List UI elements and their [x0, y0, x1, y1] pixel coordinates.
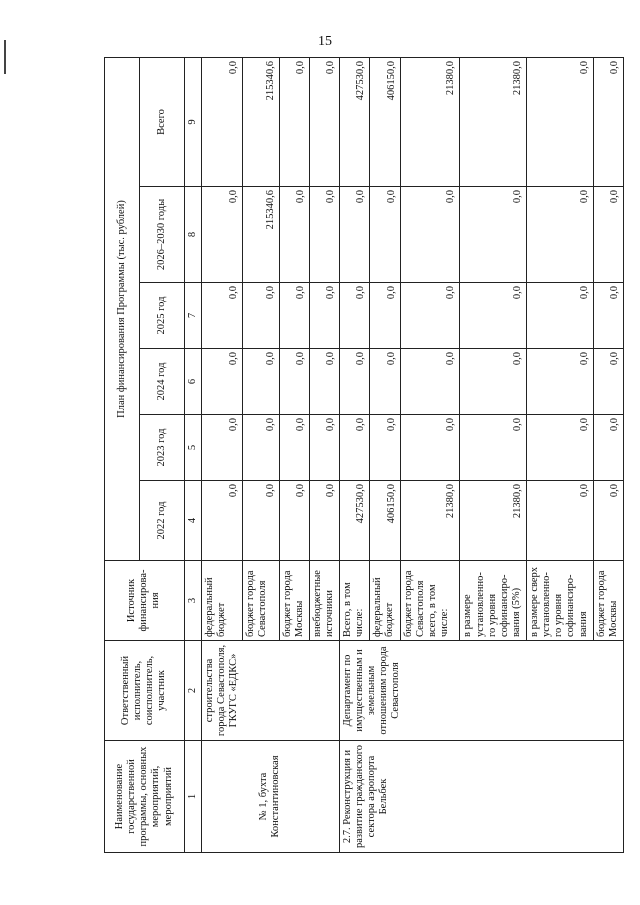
amount-cell: 0,0	[370, 415, 401, 481]
amount-cell: 0,0	[401, 283, 460, 349]
amount-cell: 0,0	[594, 57, 624, 186]
column-number-row	[184, 57, 201, 852]
amount-cell: 427530,0	[339, 481, 370, 561]
program-name-cell: № 1, бухта Константиновская	[202, 741, 339, 853]
amount-cell: 0,0	[202, 187, 243, 283]
source-cell: бюджет города Севастополя всего, в том числе:	[401, 561, 460, 641]
header-year-2022: 2022 год	[139, 481, 184, 561]
source-cell: бюджет города Москвы	[280, 561, 310, 641]
amount-cell: 406150,0	[370, 57, 401, 186]
amount-cell: 21380,0	[460, 57, 527, 186]
header-years-2026-2030: 2026–2030 годы	[139, 187, 184, 283]
amount-cell: 21380,0	[401, 481, 460, 561]
header-year-2024: 2024 год	[139, 349, 184, 415]
source-cell: в размере установленно-го уровня софинансиро-вания (5%)	[460, 561, 527, 641]
rotated-table-container	[104, 58, 624, 853]
amount-cell: 0,0	[527, 349, 594, 415]
amount-cell: 0,0	[280, 187, 310, 283]
col-number: 7	[184, 283, 201, 349]
amount-cell: 0,0	[280, 349, 310, 415]
amount-cell: 0,0	[202, 481, 243, 561]
amount-cell: 0,0	[594, 187, 624, 283]
amount-cell: 0,0	[339, 349, 370, 415]
amount-cell: 0,0	[309, 187, 339, 283]
amount-cell: 0,0	[370, 283, 401, 349]
source-cell: бюджет города Севастополя	[243, 561, 280, 641]
amount-cell: 0,0	[280, 415, 310, 481]
amount-cell: 0,0	[370, 187, 401, 283]
amount-cell: 406150,0	[370, 481, 401, 561]
amount-cell: 0,0	[309, 349, 339, 415]
amount-cell: 0,0	[280, 481, 310, 561]
source-cell: внебюджетные источники	[309, 561, 339, 641]
amount-cell: 0,0	[280, 283, 310, 349]
amount-cell: 0,0	[460, 349, 527, 415]
page-number: 15	[318, 34, 332, 49]
amount-cell: 0,0	[309, 481, 339, 561]
amount-cell: 0,0	[370, 349, 401, 415]
header-row-1	[105, 57, 140, 852]
amount-cell: 0,0	[280, 57, 310, 186]
amount-cell: 0,0	[527, 481, 594, 561]
amount-cell: 21380,0	[460, 481, 527, 561]
amount-cell: 0,0	[401, 415, 460, 481]
amount-cell: 0,0	[527, 57, 594, 186]
amount-cell: 0,0	[594, 481, 624, 561]
amount-cell: 0,0	[309, 415, 339, 481]
amount-cell: 0,0	[202, 57, 243, 186]
amount-cell: 21380,0	[401, 57, 460, 186]
amount-cell: 0,0	[339, 283, 370, 349]
header-year-2023: 2023 год	[139, 415, 184, 481]
amount-cell: 427530,0	[339, 57, 370, 186]
amount-cell: 0,0	[527, 415, 594, 481]
amount-cell: 0,0	[339, 187, 370, 283]
source-cell: в размере сверх установленно-го уровня софинансиро-вания	[527, 561, 594, 641]
amount-cell: 0,0	[339, 415, 370, 481]
amount-cell: 0,0	[594, 415, 624, 481]
col-number: 5	[184, 415, 201, 481]
program-name-cell: 2.7. Реконструкция и развитие гражданского сектора аэропорта Бельбек	[339, 741, 623, 853]
amount-cell: 0,0	[527, 283, 594, 349]
amount-cell: 0,0	[594, 349, 624, 415]
amount-cell: 215340,6	[243, 187, 280, 283]
rotated-table-frame	[104, 58, 624, 853]
amount-cell: 0,0	[401, 349, 460, 415]
header-total: Всего	[139, 57, 184, 186]
header-program-name: Наименование государственной программы, основных мероприятий, мероприятий	[105, 741, 185, 853]
source-cell: Всего, в том числе:	[339, 561, 370, 641]
col-number: 1	[184, 741, 201, 853]
col-number: 6	[184, 349, 201, 415]
col-number: 8	[184, 187, 201, 283]
executor-cell: Департамент по имущественным и земельным отношениям города Севастополя	[339, 641, 623, 741]
amount-cell: 0,0	[243, 415, 280, 481]
amount-cell: 0,0	[309, 57, 339, 186]
amount-cell: 0,0	[460, 187, 527, 283]
amount-cell: 0,0	[243, 481, 280, 561]
header-executor: Ответственный исполнитель, соисполнитель, участник	[105, 641, 185, 741]
amount-cell: 0,0	[460, 283, 527, 349]
financing-plan-table	[104, 57, 624, 853]
executor-cell: строительства города Севастополя, ГКУГС «ЕДКС»	[202, 641, 339, 741]
header-plan: План финансирования Программы (тыс. рублей)	[105, 57, 140, 560]
amount-cell: 0,0	[243, 283, 280, 349]
col-number: 4	[184, 481, 201, 561]
header-source: Источник финансирова-ния	[105, 561, 185, 641]
amount-cell: 0,0	[594, 283, 624, 349]
amount-cell: 0,0	[202, 415, 243, 481]
col-number: 9	[184, 57, 201, 186]
scan-edge-mark	[4, 40, 6, 74]
amount-cell: 0,0	[527, 187, 594, 283]
col-number: 3	[184, 561, 201, 641]
amount-cell: 0,0	[202, 349, 243, 415]
table-row	[339, 57, 370, 852]
amount-cell: 0,0	[401, 187, 460, 283]
source-cell: бюджет города Москвы	[594, 561, 624, 641]
table-row	[202, 57, 243, 852]
source-cell: федеральный бюджет	[202, 561, 243, 641]
col-number: 2	[184, 641, 201, 741]
amount-cell: 0,0	[202, 283, 243, 349]
header-year-2025: 2025 год	[139, 283, 184, 349]
amount-cell: 0,0	[243, 349, 280, 415]
source-cell: федеральный бюджет	[370, 561, 401, 641]
amount-cell: 0,0	[309, 283, 339, 349]
amount-cell: 0,0	[460, 415, 527, 481]
amount-cell: 215340,6	[243, 57, 280, 186]
